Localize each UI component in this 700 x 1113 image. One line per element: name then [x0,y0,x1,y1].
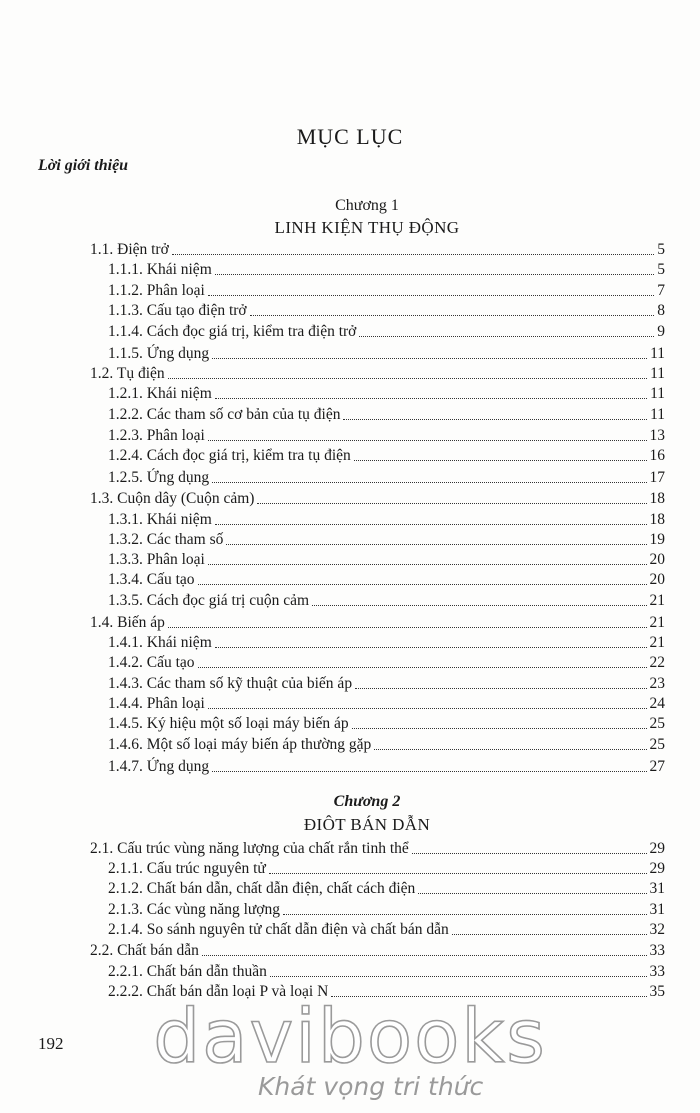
toc-entry-title: 1.2.1. Khái niệm [108,385,212,402]
toc-subsection [108,900,665,920]
page-title: MỤC LỤC [296,124,404,149]
toc-entry-title: 1.4.4. Phân loại [108,695,205,712]
dot-leader [312,605,646,606]
toc-entry-title: 1.4.6. Một số loại máy biến áp thường gặp [108,736,372,753]
toc-entry-title: 1.1.2. Phân loại [108,282,205,299]
dot-leader [208,564,647,565]
toc-subsection [108,405,665,425]
toc-entry-page: 25 [649,715,665,732]
dot-leader [212,358,647,359]
toc-entry-title: 2.2.1. Chất bán dẫn thuần [108,963,267,980]
toc-entry-page: 32 [649,921,665,938]
dot-leader [250,315,655,316]
toc-subsection [108,446,665,466]
dot-leader [212,771,646,772]
toc-entry-title: 1.1. Điện trở [90,241,169,258]
toc-entry-title: 2.1.3. Các vùng năng lượng [108,901,281,918]
toc-section [90,839,665,859]
toc-subsection [108,735,665,755]
toc-entry-title: 1.2.2. Các tham số cơ bản của tụ điện [108,406,341,423]
toc-entry-page: 16 [649,447,665,464]
toc-entry-page: 5 [657,261,665,278]
toc-section [90,941,665,961]
toc-subsection [108,962,665,982]
toc-section [90,613,665,633]
dot-leader [270,976,647,977]
toc-entry-page: 31 [649,880,665,897]
toc-entry-page: 21 [649,614,665,631]
toc-entry-title: 1.3.3. Phân loại [108,551,205,568]
dot-leader [172,254,654,255]
dot-leader [354,460,647,461]
toc-entry-page: 33 [649,963,665,980]
dot-leader [355,688,646,689]
page-number: 192 [38,1034,64,1053]
toc-entry-page: 19 [649,531,665,548]
dot-leader [212,482,646,483]
toc-entry-title: 2.1.1. Cấu trúc nguyên tử [108,860,266,877]
toc-entry-title: 1.3.4. Cấu tạo [108,571,195,588]
toc-entry-page: 9 [657,323,665,340]
toc-entry-page: 11 [650,385,665,402]
toc-subsection [108,260,665,280]
toc-entry-title: 2.1.4. So sánh nguyên tử chất dẫn điện và chất bán dẫn [108,921,449,938]
toc-subsection [108,384,665,404]
dot-leader [452,934,647,935]
chapter2-title: ĐIÔT BÁN DẪN [303,815,431,834]
toc-subsection [108,344,665,364]
toc-entry-page: 20 [649,571,665,588]
dot-leader [343,419,647,420]
dot-leader [168,627,647,628]
toc-entry-title: 1.2.5. Ứng dụng [108,469,210,486]
toc-entry-title: 2.2.2. Chất bán dẫn loại P và loại N [108,983,329,1000]
dot-leader [208,295,654,296]
toc-entry-page: 27 [649,758,665,775]
toc-entry-title: 1.3. Cuộn dây (Cuộn cảm) [90,490,255,507]
dot-leader [257,503,646,504]
toc-entry-title: 2.1.2. Chất bán dẫn, chất dẫn điện, chất cách điện [108,880,416,897]
toc-entry-page: 13 [649,427,665,444]
toc-entry-page: 25 [649,736,665,753]
toc-entry-title: 1.2.4. Cách đọc giá trị, kiểm tra tụ điện [108,447,351,464]
toc-entry-title: 1.4.3. Các tham số kỹ thuật của biến áp [108,675,353,692]
toc-subsection [108,653,665,673]
toc-entry-page: 31 [649,901,665,918]
toc-entry-page: 24 [649,695,665,712]
toc-entry-page: 29 [649,860,665,877]
toc-entry-page: 35 [649,983,665,1000]
toc-entry-page: 18 [649,490,665,507]
dot-leader [226,544,646,545]
intro-heading: Lời giới thiệu [38,157,129,174]
toc-entry-title: 1.4.1. Khái niệm [108,634,212,651]
toc-subsection [108,633,665,653]
dot-leader [198,584,647,585]
dot-leader [215,398,647,399]
toc-entry-page: 18 [649,511,665,528]
toc-subsection [108,920,665,940]
toc-subsection [108,281,665,301]
toc-entry-page: 7 [657,282,665,299]
toc-subsection [108,570,665,590]
toc-entry-page: 33 [649,942,665,959]
watermark-slogan: Khát vọng tri thức [258,1072,484,1101]
toc-entry-title: 1.4.5. Ký hiệu một số loại máy biến áp [108,715,349,732]
toc-entry-title: 1.1.5. Ứng dụng [108,345,210,362]
dot-leader [412,853,647,854]
toc-entry-title: 1.4. Biến áp [90,614,165,631]
toc-subsection [108,550,665,570]
toc-subsection [108,301,665,321]
dot-leader [208,440,647,441]
toc-entry-title: 1.3.5. Cách đọc giá trị cuộn cảm [108,592,310,609]
dot-leader [208,708,647,709]
toc-subsection [108,757,665,777]
toc-entry-page: 22 [649,654,665,671]
chapter1-title: LINH KIỆN THỤ ĐỘNG [274,218,460,237]
toc-entry-page: 20 [649,551,665,568]
toc-entry-page: 11 [650,365,665,382]
toc-entry-page: 17 [649,469,665,486]
toc-subsection [108,694,665,714]
toc-entry-page: 29 [649,840,665,857]
toc-entry-title: 2.2. Chất bán dẫn [90,942,199,959]
toc-entry-title: 1.4.2. Cấu tạo [108,654,195,671]
chapter1-label: Chương 1 [335,197,399,214]
dot-leader [198,667,647,668]
dot-leader [283,914,646,915]
toc-entry-page: 8 [657,302,665,319]
dot-leader [215,524,647,525]
toc-entry-title: 2.1. Cấu trúc vùng năng lượng của chất rắn tinh thể [90,840,409,857]
toc-subsection [108,510,665,530]
toc-subsection [108,674,665,694]
toc-subsection [108,530,665,550]
toc-section [90,489,665,509]
toc-entry-title: 1.1.3. Cấu tạo điện trở [108,302,247,319]
dot-leader [374,749,646,750]
toc-subsection [108,859,665,879]
toc-subsection [108,714,665,734]
toc-subsection [108,591,665,611]
toc-section [90,240,665,260]
dot-leader [418,893,646,894]
toc-section [90,364,665,384]
toc-entry-page: 23 [649,675,665,692]
toc-entry-page: 11 [650,345,665,362]
toc-entry-title: 1.3.1. Khái niệm [108,511,212,528]
toc-subsection [108,468,665,488]
dot-leader [215,647,647,648]
toc-entry-title: 1.2.3. Phân loại [108,427,205,444]
toc-entry-title: 1.2. Tụ điện [90,365,165,382]
toc-entry-title: 1.1.1. Khái niệm [108,261,212,278]
toc-entry-page: 11 [650,406,665,423]
toc-entry-title: 1.3.2. Các tham số [108,531,224,548]
chapter2-label: Chương 2 [333,793,401,810]
dot-leader [202,955,647,956]
dot-leader [215,274,655,275]
toc-entry-page: 5 [657,241,665,258]
toc-subsection [108,879,665,899]
watermark-logo: davibooks [153,994,547,1080]
dot-leader [168,378,647,379]
dot-leader [352,728,647,729]
toc-entry-page: 21 [649,634,665,651]
dot-leader [269,873,647,874]
dot-leader [359,336,654,337]
toc-entry-title: 1.4.7. Ứng dụng [108,758,210,775]
toc-entry-title: 1.1.4. Cách đọc giá trị, kiểm tra điện trở [108,323,357,340]
toc-entry-page: 21 [649,592,665,609]
toc-subsection [108,322,665,342]
toc-subsection [108,426,665,446]
